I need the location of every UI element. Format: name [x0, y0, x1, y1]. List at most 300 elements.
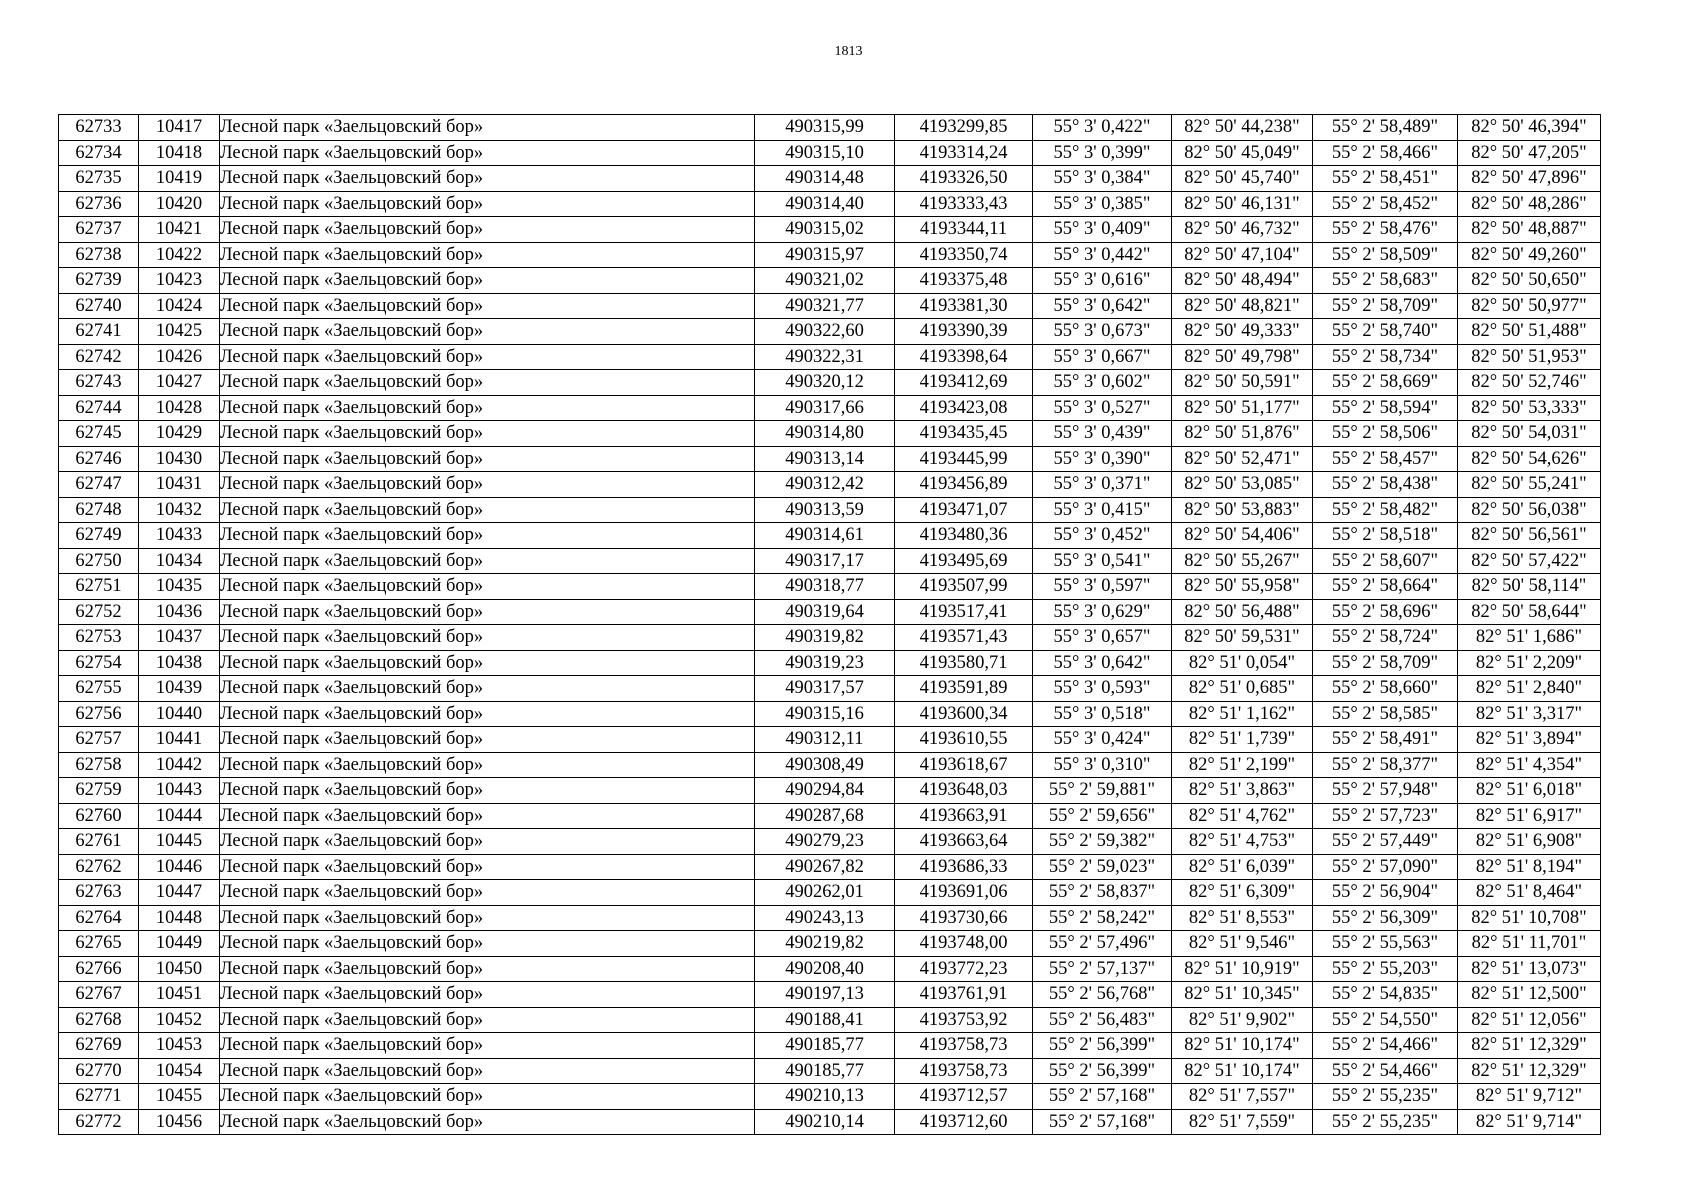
latitude-1-cell: 55° 3' 0,642" — [1033, 293, 1172, 319]
latitude-2-cell: 55° 2' 58,683" — [1313, 268, 1458, 294]
y-coordinate-cell: 4193753,92 — [895, 1007, 1033, 1033]
longitude-2-cell: 82° 51' 2,840" — [1458, 676, 1601, 702]
row-number-cell: 62739 — [59, 268, 139, 294]
y-coordinate-cell: 4193480,36 — [895, 523, 1033, 549]
latitude-1-cell: 55° 2' 56,399" — [1033, 1033, 1172, 1059]
latitude-1-cell: 55° 3' 0,629" — [1033, 599, 1172, 625]
latitude-2-cell: 55° 2' 58,451" — [1313, 166, 1458, 192]
point-number-cell: 10441 — [139, 727, 220, 753]
latitude-2-cell: 55° 2' 57,723" — [1313, 803, 1458, 829]
x-coordinate-cell: 490315,10 — [755, 140, 895, 166]
point-number-cell: 10456 — [139, 1109, 220, 1135]
point-number-cell: 10453 — [139, 1033, 220, 1059]
point-number-cell: 10448 — [139, 905, 220, 931]
row-number-cell: 62741 — [59, 319, 139, 345]
row-number-cell: 62750 — [59, 548, 139, 574]
object-name-cell: Лесной парк «Заельцовский бор» — [220, 472, 755, 498]
table-row — [59, 140, 1601, 166]
x-coordinate-cell: 490319,64 — [755, 599, 895, 625]
longitude-1-cell: 82° 51' 10,919" — [1172, 956, 1313, 982]
latitude-2-cell: 55° 2' 58,377" — [1313, 752, 1458, 778]
object-name-cell: Лесной парк «Заельцовский бор» — [220, 421, 755, 447]
row-number-cell: 62744 — [59, 395, 139, 421]
row-number-cell: 62758 — [59, 752, 139, 778]
y-coordinate-cell: 4193761,91 — [895, 982, 1033, 1008]
x-coordinate-cell: 490320,12 — [755, 370, 895, 396]
x-coordinate-cell: 490321,02 — [755, 268, 895, 294]
longitude-1-cell: 82° 50' 47,104" — [1172, 242, 1313, 268]
latitude-1-cell: 55° 3' 0,541" — [1033, 548, 1172, 574]
object-name-cell: Лесной парк «Заельцовский бор» — [220, 319, 755, 345]
table-row — [59, 1033, 1601, 1059]
table-row — [59, 217, 1601, 243]
x-coordinate-cell: 490317,57 — [755, 676, 895, 702]
row-number-cell: 62737 — [59, 217, 139, 243]
x-coordinate-cell: 490294,84 — [755, 778, 895, 804]
point-number-cell: 10446 — [139, 854, 220, 880]
latitude-2-cell: 55° 2' 58,452" — [1313, 191, 1458, 217]
latitude-2-cell: 55° 2' 58,594" — [1313, 395, 1458, 421]
x-coordinate-cell: 490185,77 — [755, 1058, 895, 1084]
latitude-1-cell: 55° 3' 0,527" — [1033, 395, 1172, 421]
y-coordinate-cell: 4193730,66 — [895, 905, 1033, 931]
row-number-cell: 62769 — [59, 1033, 139, 1059]
latitude-2-cell: 55° 2' 58,585" — [1313, 701, 1458, 727]
latitude-1-cell: 55° 2' 56,768" — [1033, 982, 1172, 1008]
longitude-2-cell: 82° 50' 58,644" — [1458, 599, 1601, 625]
latitude-1-cell: 55° 2' 59,023" — [1033, 854, 1172, 880]
longitude-2-cell: 82° 50' 54,626" — [1458, 446, 1601, 472]
row-number-cell: 62770 — [59, 1058, 139, 1084]
x-coordinate-cell: 490315,02 — [755, 217, 895, 243]
longitude-1-cell: 82° 51' 4,753" — [1172, 829, 1313, 855]
table-row — [59, 1084, 1601, 1110]
latitude-2-cell: 55° 2' 55,203" — [1313, 956, 1458, 982]
table-row — [59, 982, 1601, 1008]
latitude-2-cell: 55° 2' 58,491" — [1313, 727, 1458, 753]
table-row — [59, 115, 1601, 141]
latitude-2-cell: 55° 2' 55,235" — [1313, 1084, 1458, 1110]
point-number-cell: 10428 — [139, 395, 220, 421]
longitude-2-cell: 82° 50' 50,977" — [1458, 293, 1601, 319]
object-name-cell: Лесной парк «Заельцовский бор» — [220, 268, 755, 294]
row-number-cell: 62757 — [59, 727, 139, 753]
y-coordinate-cell: 4193344,11 — [895, 217, 1033, 243]
latitude-2-cell: 55° 2' 58,709" — [1313, 293, 1458, 319]
longitude-2-cell: 82° 51' 6,917" — [1458, 803, 1601, 829]
longitude-2-cell: 82° 51' 12,056" — [1458, 1007, 1601, 1033]
latitude-1-cell: 55° 3' 0,390" — [1033, 446, 1172, 472]
longitude-2-cell: 82° 51' 12,500" — [1458, 982, 1601, 1008]
row-number-cell: 62772 — [59, 1109, 139, 1135]
longitude-1-cell: 82° 51' 9,546" — [1172, 931, 1313, 957]
object-name-cell: Лесной парк «Заельцовский бор» — [220, 803, 755, 829]
object-name-cell: Лесной парк «Заельцовский бор» — [220, 446, 755, 472]
y-coordinate-cell: 4193507,99 — [895, 574, 1033, 600]
point-number-cell: 10434 — [139, 548, 220, 574]
longitude-2-cell: 82° 50' 58,114" — [1458, 574, 1601, 600]
table-row — [59, 421, 1601, 447]
x-coordinate-cell: 490312,42 — [755, 472, 895, 498]
latitude-2-cell: 55° 2' 58,734" — [1313, 344, 1458, 370]
page-number: 1813 — [834, 44, 863, 59]
latitude-2-cell: 55° 2' 57,948" — [1313, 778, 1458, 804]
latitude-1-cell: 55° 3' 0,593" — [1033, 676, 1172, 702]
latitude-2-cell: 55° 2' 58,740" — [1313, 319, 1458, 345]
longitude-1-cell: 82° 50' 56,488" — [1172, 599, 1313, 625]
latitude-2-cell: 55° 2' 54,835" — [1313, 982, 1458, 1008]
x-coordinate-cell: 490312,11 — [755, 727, 895, 753]
x-coordinate-cell: 490313,59 — [755, 497, 895, 523]
x-coordinate-cell: 490185,77 — [755, 1033, 895, 1059]
latitude-2-cell: 55° 2' 54,466" — [1313, 1058, 1458, 1084]
x-coordinate-cell: 490308,49 — [755, 752, 895, 778]
longitude-2-cell: 82° 50' 55,241" — [1458, 472, 1601, 498]
table-row — [59, 778, 1601, 804]
longitude-1-cell: 82° 50' 55,958" — [1172, 574, 1313, 600]
x-coordinate-cell: 490317,66 — [755, 395, 895, 421]
longitude-1-cell: 82° 51' 10,345" — [1172, 982, 1313, 1008]
object-name-cell: Лесной парк «Заельцовский бор» — [220, 880, 755, 906]
x-coordinate-cell: 490267,82 — [755, 854, 895, 880]
point-number-cell: 10443 — [139, 778, 220, 804]
point-number-cell: 10440 — [139, 701, 220, 727]
point-number-cell: 10442 — [139, 752, 220, 778]
object-name-cell: Лесной парк «Заельцовский бор» — [220, 778, 755, 804]
latitude-1-cell: 55° 3' 0,399" — [1033, 140, 1172, 166]
y-coordinate-cell: 4193591,89 — [895, 676, 1033, 702]
point-number-cell: 10423 — [139, 268, 220, 294]
point-number-cell: 10433 — [139, 523, 220, 549]
latitude-1-cell: 55° 3' 0,310" — [1033, 752, 1172, 778]
x-coordinate-cell: 490315,97 — [755, 242, 895, 268]
longitude-2-cell: 82° 50' 52,746" — [1458, 370, 1601, 396]
point-number-cell: 10418 — [139, 140, 220, 166]
object-name-cell: Лесной парк «Заельцовский бор» — [220, 829, 755, 855]
object-name-cell: Лесной парк «Заельцовский бор» — [220, 625, 755, 651]
x-coordinate-cell: 490322,60 — [755, 319, 895, 345]
latitude-1-cell: 55° 2' 59,881" — [1033, 778, 1172, 804]
x-coordinate-cell: 490317,17 — [755, 548, 895, 574]
latitude-1-cell: 55° 2' 57,496" — [1033, 931, 1172, 957]
latitude-1-cell: 55° 3' 0,424" — [1033, 727, 1172, 753]
point-number-cell: 10445 — [139, 829, 220, 855]
row-number-cell: 62763 — [59, 880, 139, 906]
object-name-cell: Лесной парк «Заельцовский бор» — [220, 752, 755, 778]
row-number-cell: 62766 — [59, 956, 139, 982]
longitude-1-cell: 82° 50' 53,883" — [1172, 497, 1313, 523]
longitude-1-cell: 82° 51' 6,039" — [1172, 854, 1313, 880]
x-coordinate-cell: 490314,80 — [755, 421, 895, 447]
longitude-2-cell: 82° 51' 9,714" — [1458, 1109, 1601, 1135]
point-number-cell: 10429 — [139, 421, 220, 447]
point-number-cell: 10431 — [139, 472, 220, 498]
row-number-cell: 62753 — [59, 625, 139, 651]
row-number-cell: 62738 — [59, 242, 139, 268]
latitude-1-cell: 55° 3' 0,616" — [1033, 268, 1172, 294]
object-name-cell: Лесной парк «Заельцовский бор» — [220, 599, 755, 625]
row-number-cell: 62771 — [59, 1084, 139, 1110]
longitude-1-cell: 82° 51' 10,174" — [1172, 1033, 1313, 1059]
table-row — [59, 472, 1601, 498]
x-coordinate-cell: 490321,77 — [755, 293, 895, 319]
longitude-1-cell: 82° 50' 55,267" — [1172, 548, 1313, 574]
longitude-1-cell: 82° 50' 48,821" — [1172, 293, 1313, 319]
row-number-cell: 62748 — [59, 497, 139, 523]
latitude-2-cell: 55° 2' 58,709" — [1313, 650, 1458, 676]
longitude-2-cell: 82° 51' 8,464" — [1458, 880, 1601, 906]
longitude-2-cell: 82° 50' 53,333" — [1458, 395, 1601, 421]
point-number-cell: 10435 — [139, 574, 220, 600]
row-number-cell: 62755 — [59, 676, 139, 702]
longitude-2-cell: 82° 51' 9,712" — [1458, 1084, 1601, 1110]
latitude-1-cell: 55° 2' 56,399" — [1033, 1058, 1172, 1084]
table-row — [59, 599, 1601, 625]
row-number-cell: 62736 — [59, 191, 139, 217]
y-coordinate-cell: 4193772,23 — [895, 956, 1033, 982]
latitude-2-cell: 55° 2' 58,457" — [1313, 446, 1458, 472]
latitude-1-cell: 55° 3' 0,518" — [1033, 701, 1172, 727]
longitude-2-cell: 82° 50' 48,887" — [1458, 217, 1601, 243]
y-coordinate-cell: 4193571,43 — [895, 625, 1033, 651]
x-coordinate-cell: 490313,14 — [755, 446, 895, 472]
latitude-1-cell: 55° 3' 0,642" — [1033, 650, 1172, 676]
y-coordinate-cell: 4193580,71 — [895, 650, 1033, 676]
y-coordinate-cell: 4193471,07 — [895, 497, 1033, 523]
longitude-2-cell: 82° 51' 3,317" — [1458, 701, 1601, 727]
table-row — [59, 880, 1601, 906]
object-name-cell: Лесной парк «Заельцовский бор» — [220, 166, 755, 192]
longitude-2-cell: 82° 51' 1,686" — [1458, 625, 1601, 651]
x-coordinate-cell: 490188,41 — [755, 1007, 895, 1033]
point-number-cell: 10450 — [139, 956, 220, 982]
table-body — [59, 115, 1601, 1135]
object-name-cell: Лесной парк «Заельцовский бор» — [220, 1084, 755, 1110]
longitude-1-cell: 82° 50' 48,494" — [1172, 268, 1313, 294]
x-coordinate-cell: 490210,13 — [755, 1084, 895, 1110]
point-number-cell: 10444 — [139, 803, 220, 829]
latitude-1-cell: 55° 3' 0,602" — [1033, 370, 1172, 396]
table-row — [59, 370, 1601, 396]
x-coordinate-cell: 490314,61 — [755, 523, 895, 549]
y-coordinate-cell: 4193333,43 — [895, 191, 1033, 217]
latitude-2-cell: 55° 2' 58,438" — [1313, 472, 1458, 498]
point-number-cell: 10452 — [139, 1007, 220, 1033]
object-name-cell: Лесной парк «Заельцовский бор» — [220, 931, 755, 957]
table-row — [59, 650, 1601, 676]
table-row — [59, 854, 1601, 880]
latitude-2-cell: 55° 2' 55,563" — [1313, 931, 1458, 957]
latitude-2-cell: 55° 2' 58,669" — [1313, 370, 1458, 396]
point-number-cell: 10438 — [139, 650, 220, 676]
row-number-cell: 62759 — [59, 778, 139, 804]
point-number-cell: 10432 — [139, 497, 220, 523]
table-row — [59, 625, 1601, 651]
object-name-cell: Лесной парк «Заельцовский бор» — [220, 701, 755, 727]
table-row — [59, 268, 1601, 294]
longitude-1-cell: 82° 50' 50,591" — [1172, 370, 1313, 396]
object-name-cell: Лесной парк «Заельцовский бор» — [220, 1058, 755, 1084]
point-number-cell: 10455 — [139, 1084, 220, 1110]
point-number-cell: 10436 — [139, 599, 220, 625]
longitude-1-cell: 82° 50' 54,406" — [1172, 523, 1313, 549]
longitude-1-cell: 82° 51' 6,309" — [1172, 880, 1313, 906]
latitude-2-cell: 55° 2' 58,476" — [1313, 217, 1458, 243]
longitude-2-cell: 82° 50' 51,953" — [1458, 344, 1601, 370]
longitude-1-cell: 82° 51' 3,863" — [1172, 778, 1313, 804]
latitude-2-cell: 55° 2' 54,466" — [1313, 1033, 1458, 1059]
longitude-2-cell: 82° 50' 47,205" — [1458, 140, 1601, 166]
latitude-1-cell: 55° 2' 57,168" — [1033, 1084, 1172, 1110]
row-number-cell: 62767 — [59, 982, 139, 1008]
longitude-2-cell: 82° 50' 56,561" — [1458, 523, 1601, 549]
row-number-cell: 62733 — [59, 115, 139, 141]
y-coordinate-cell: 4193314,24 — [895, 140, 1033, 166]
row-number-cell: 62761 — [59, 829, 139, 855]
longitude-2-cell: 82° 50' 54,031" — [1458, 421, 1601, 447]
y-coordinate-cell: 4193663,64 — [895, 829, 1033, 855]
row-number-cell: 62742 — [59, 344, 139, 370]
latitude-2-cell: 55° 2' 58,509" — [1313, 242, 1458, 268]
longitude-1-cell: 82° 51' 0,054" — [1172, 650, 1313, 676]
y-coordinate-cell: 4193712,57 — [895, 1084, 1033, 1110]
longitude-2-cell: 82° 50' 46,394" — [1458, 115, 1601, 141]
longitude-2-cell: 82° 50' 48,286" — [1458, 191, 1601, 217]
point-number-cell: 10430 — [139, 446, 220, 472]
point-number-cell: 10439 — [139, 676, 220, 702]
row-number-cell: 62749 — [59, 523, 139, 549]
latitude-2-cell: 55° 2' 56,309" — [1313, 905, 1458, 931]
x-coordinate-cell: 490314,48 — [755, 166, 895, 192]
latitude-2-cell: 55° 2' 58,696" — [1313, 599, 1458, 625]
latitude-1-cell: 55° 2' 57,137" — [1033, 956, 1172, 982]
point-number-cell: 10424 — [139, 293, 220, 319]
y-coordinate-cell: 4193390,39 — [895, 319, 1033, 345]
latitude-2-cell: 55° 2' 58,724" — [1313, 625, 1458, 651]
row-number-cell: 62765 — [59, 931, 139, 957]
latitude-2-cell: 55° 2' 57,449" — [1313, 829, 1458, 855]
latitude-1-cell: 55° 3' 0,673" — [1033, 319, 1172, 345]
latitude-2-cell: 55° 2' 57,090" — [1313, 854, 1458, 880]
table-row — [59, 905, 1601, 931]
table-row — [59, 1109, 1601, 1135]
object-name-cell: Лесной парк «Заельцовский бор» — [220, 854, 755, 880]
latitude-2-cell: 55° 2' 55,235" — [1313, 1109, 1458, 1135]
object-name-cell: Лесной парк «Заельцовский бор» — [220, 140, 755, 166]
latitude-2-cell: 55° 2' 58,466" — [1313, 140, 1458, 166]
x-coordinate-cell: 490279,23 — [755, 829, 895, 855]
row-number-cell: 62734 — [59, 140, 139, 166]
longitude-1-cell: 82° 50' 45,740" — [1172, 166, 1313, 192]
latitude-1-cell: 55° 3' 0,385" — [1033, 191, 1172, 217]
latitude-2-cell: 55° 2' 58,607" — [1313, 548, 1458, 574]
longitude-1-cell: 82° 51' 1,739" — [1172, 727, 1313, 753]
latitude-1-cell: 55° 3' 0,597" — [1033, 574, 1172, 600]
table-row — [59, 344, 1601, 370]
row-number-cell: 62752 — [59, 599, 139, 625]
longitude-1-cell: 82° 51' 9,902" — [1172, 1007, 1313, 1033]
table-row — [59, 191, 1601, 217]
row-number-cell: 62760 — [59, 803, 139, 829]
latitude-1-cell: 55° 3' 0,667" — [1033, 344, 1172, 370]
object-name-cell: Лесной парк «Заельцовский бор» — [220, 370, 755, 396]
object-name-cell: Лесной парк «Заельцовский бор» — [220, 242, 755, 268]
point-number-cell: 10449 — [139, 931, 220, 957]
point-number-cell: 10426 — [139, 344, 220, 370]
y-coordinate-cell: 4193618,67 — [895, 752, 1033, 778]
object-name-cell: Лесной парк «Заельцовский бор» — [220, 497, 755, 523]
latitude-2-cell: 55° 2' 58,518" — [1313, 523, 1458, 549]
table-row — [59, 956, 1601, 982]
latitude-2-cell: 55° 2' 58,506" — [1313, 421, 1458, 447]
y-coordinate-cell: 4193299,85 — [895, 115, 1033, 141]
longitude-2-cell: 82° 51' 3,894" — [1458, 727, 1601, 753]
row-number-cell: 62745 — [59, 421, 139, 447]
longitude-2-cell: 82° 51' 11,701" — [1458, 931, 1601, 957]
y-coordinate-cell: 4193600,34 — [895, 701, 1033, 727]
row-number-cell: 62743 — [59, 370, 139, 396]
x-coordinate-cell: 490318,77 — [755, 574, 895, 600]
table-row — [59, 446, 1601, 472]
object-name-cell: Лесной парк «Заельцовский бор» — [220, 982, 755, 1008]
latitude-1-cell: 55° 2' 58,242" — [1033, 905, 1172, 931]
latitude-1-cell: 55° 3' 0,442" — [1033, 242, 1172, 268]
object-name-cell: Лесной парк «Заельцовский бор» — [220, 191, 755, 217]
y-coordinate-cell: 4193758,73 — [895, 1033, 1033, 1059]
y-coordinate-cell: 4193326,50 — [895, 166, 1033, 192]
point-number-cell: 10421 — [139, 217, 220, 243]
longitude-2-cell: 82° 50' 51,488" — [1458, 319, 1601, 345]
y-coordinate-cell: 4193517,41 — [895, 599, 1033, 625]
y-coordinate-cell: 4193610,55 — [895, 727, 1033, 753]
latitude-1-cell: 55° 2' 57,168" — [1033, 1109, 1172, 1135]
row-number-cell: 62756 — [59, 701, 139, 727]
y-coordinate-cell: 4193412,69 — [895, 370, 1033, 396]
point-number-cell: 10422 — [139, 242, 220, 268]
longitude-1-cell: 82° 50' 45,049" — [1172, 140, 1313, 166]
longitude-1-cell: 82° 50' 52,471" — [1172, 446, 1313, 472]
y-coordinate-cell: 4193648,03 — [895, 778, 1033, 804]
longitude-1-cell: 82° 50' 46,732" — [1172, 217, 1313, 243]
longitude-2-cell: 82° 50' 50,650" — [1458, 268, 1601, 294]
y-coordinate-cell: 4193381,30 — [895, 293, 1033, 319]
x-coordinate-cell: 490243,13 — [755, 905, 895, 931]
table-row — [59, 1007, 1601, 1033]
longitude-2-cell: 82° 51' 13,073" — [1458, 956, 1601, 982]
table-row — [59, 395, 1601, 421]
x-coordinate-cell: 490319,82 — [755, 625, 895, 651]
table-row — [59, 752, 1601, 778]
x-coordinate-cell: 490208,40 — [755, 956, 895, 982]
y-coordinate-cell: 4193445,99 — [895, 446, 1033, 472]
latitude-1-cell: 55° 2' 59,656" — [1033, 803, 1172, 829]
row-number-cell: 62740 — [59, 293, 139, 319]
object-name-cell: Лесной парк «Заельцовский бор» — [220, 727, 755, 753]
coordinates-table — [58, 114, 1601, 1135]
y-coordinate-cell: 4193398,64 — [895, 344, 1033, 370]
x-coordinate-cell: 490314,40 — [755, 191, 895, 217]
y-coordinate-cell: 4193375,48 — [895, 268, 1033, 294]
longitude-1-cell: 82° 50' 44,238" — [1172, 115, 1313, 141]
row-number-cell: 62768 — [59, 1007, 139, 1033]
latitude-2-cell: 55° 2' 58,482" — [1313, 497, 1458, 523]
object-name-cell: Лесной парк «Заельцовский бор» — [220, 293, 755, 319]
latitude-2-cell: 55° 2' 54,550" — [1313, 1007, 1458, 1033]
object-name-cell: Лесной парк «Заельцовский бор» — [220, 574, 755, 600]
row-number-cell: 62746 — [59, 446, 139, 472]
x-coordinate-cell: 490322,31 — [755, 344, 895, 370]
object-name-cell: Лесной парк «Заельцовский бор» — [220, 344, 755, 370]
